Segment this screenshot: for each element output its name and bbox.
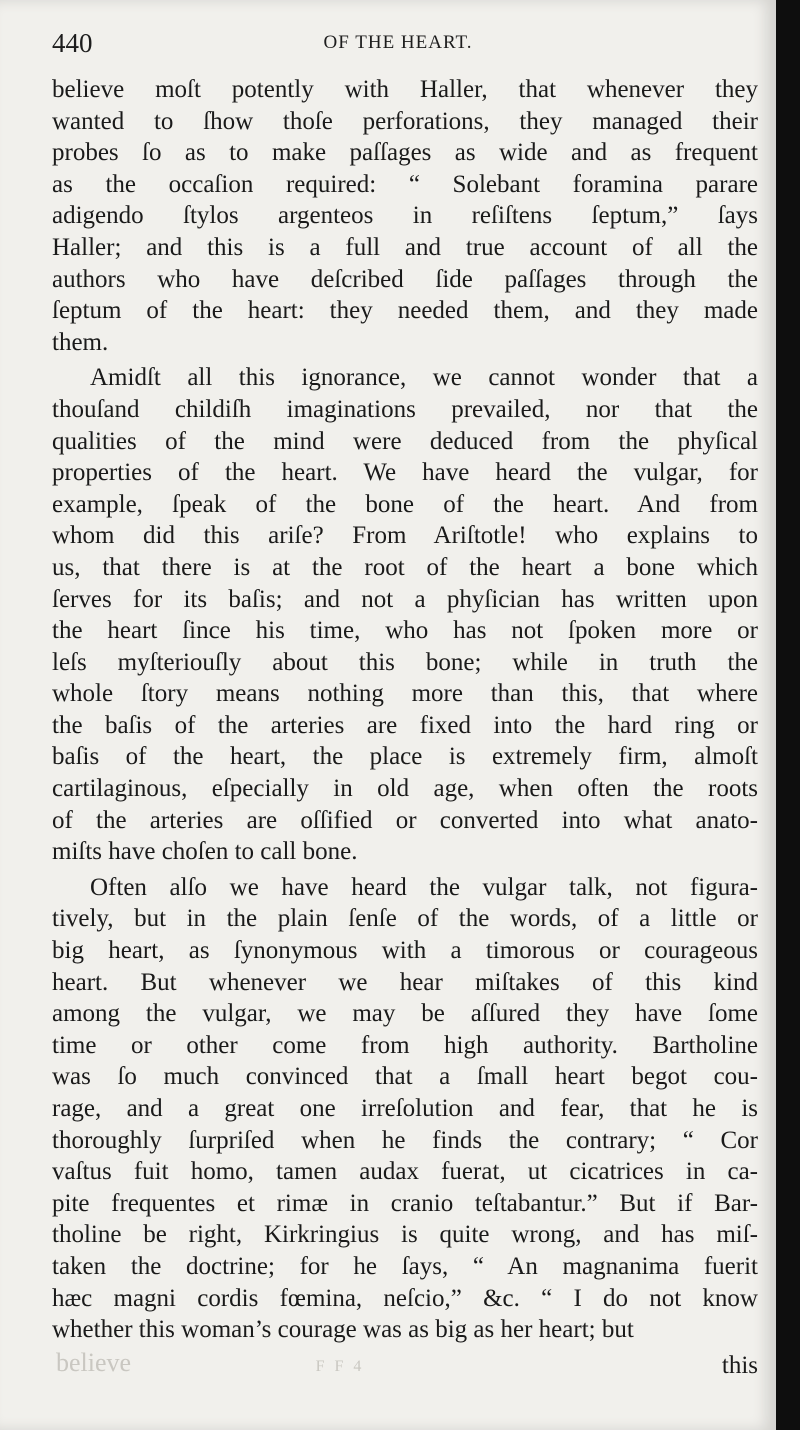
text-line: Haller; and this is a full and true account of all the: [52, 233, 758, 261]
text-line: hæc magni cordis fœmina, neſcio,” &c. “ I do not know: [52, 1284, 758, 1312]
text-line: taken the doctrine; for he ſays, “ An magnanima fuerit: [52, 1252, 758, 1280]
text-line: cartilaginous, eſpecially in old age, when often the roots: [52, 775, 758, 803]
text-line: tholine be right, Kirkringius is quite wrong, and has miſ-: [52, 1221, 758, 1249]
bleed-through-text: [56, 1348, 364, 1378]
text-line: pite frequentes et rimæ in cranio teſtabantur.” But if Bar-: [52, 1189, 758, 1217]
text-line: properties of the heart. We have heard the vulgar, for: [52, 459, 758, 487]
text-line: them.: [52, 328, 109, 356]
text-line: adigendo ſtylos argenteos in reſiſtens ſeptum,” ſays: [52, 202, 758, 230]
catchword: this: [721, 1351, 758, 1379]
text-line: leſs myſteriouſly about this bone; while in truth the: [52, 648, 758, 676]
text-line: tively, but in the plain ſenſe of the words, of a little or: [52, 905, 758, 933]
text-line: thoroughly ſurpriſed when he finds the contrary; “ Cor: [52, 1126, 758, 1154]
paragraph: [52, 872, 758, 1346]
text-line: probes ſo as to make paſſages as wide and as frequent: [52, 139, 758, 167]
text-line: rage, and a great one irreſolution and fear, that he is: [52, 1095, 758, 1122]
text-line: whom did this ariſe? From Ariſtotle! who explains to: [52, 522, 758, 550]
text-line: authors who have deſcribed ſide paſſages through the: [52, 265, 758, 293]
bleed-through-signature: F F 4: [315, 1358, 365, 1375]
text-line: big heart, as ſynonymous with a timorous or courageous: [52, 937, 758, 965]
text-line: wanted to ſhow thoſe perforations, they managed their: [52, 107, 758, 135]
text-line: Amidſt all this ignorance, we cannot wonder that a: [90, 364, 758, 392]
text-line: the heart ſince his time, who has not ſpoken more or: [52, 617, 758, 645]
text-line: us, that there is at the root of the heart a bone which: [52, 553, 758, 581]
page-number: 440: [52, 28, 93, 58]
book-spine-shadow: [776, 0, 800, 1430]
text-line: thouſand childiſh imaginations prevailed, nor that the: [52, 395, 758, 423]
text-line: heart. But whenever we hear miſtakes of this kind: [52, 968, 758, 996]
text-line: whether this woman’s courage was as big as her heart; but: [52, 1316, 634, 1344]
body-text: [52, 74, 758, 1381]
text-line: vaſtus fuit homo, tamen audax fuerat, ut cicatrices in ca-: [52, 1158, 758, 1186]
text-line: example, ſpeak of the bone of the heart. And from: [52, 490, 758, 518]
text-line: qualities of the mind were deduced from the phyſical: [52, 427, 758, 455]
paragraph: [52, 74, 758, 358]
text-line: baſis of the heart, the place is extremely firm, almoſt: [52, 743, 758, 771]
text-line: the baſis of the arteries are fixed into the hard ring or: [52, 711, 758, 739]
text-line: ſerves for its baſis; and not a phyſician has written upon: [52, 585, 758, 613]
text-line: among the vulgar, we may be aſſured they have ſome: [52, 1000, 758, 1028]
text-line: whole ſtory means nothing more than this, that where: [52, 680, 758, 708]
running-head: OF THE HEART.: [323, 32, 473, 53]
page-header: [52, 28, 744, 64]
text-line: ſeptum of the heart: they needed them, and they made: [52, 297, 758, 325]
text-line: was ſo much convinced that a ſmall heart begot cou-: [52, 1063, 758, 1091]
text-line: of the arteries are oſſified or converted into what anato-: [52, 806, 758, 834]
bleed-through-word: believe: [56, 1348, 132, 1377]
text-line: believe moſt potently with Haller, that whenever they: [52, 76, 758, 103]
paragraph: [52, 362, 758, 868]
text-line: miſts have choſen to call bone.: [52, 838, 358, 866]
text-line: Often alſo we have heard the vulgar talk, not figura-: [90, 873, 758, 901]
text-line: time or other come from high authority. Bartholine: [52, 1031, 758, 1059]
text-line: as the occaſion required: “ Solebant foramina parare: [52, 170, 758, 198]
